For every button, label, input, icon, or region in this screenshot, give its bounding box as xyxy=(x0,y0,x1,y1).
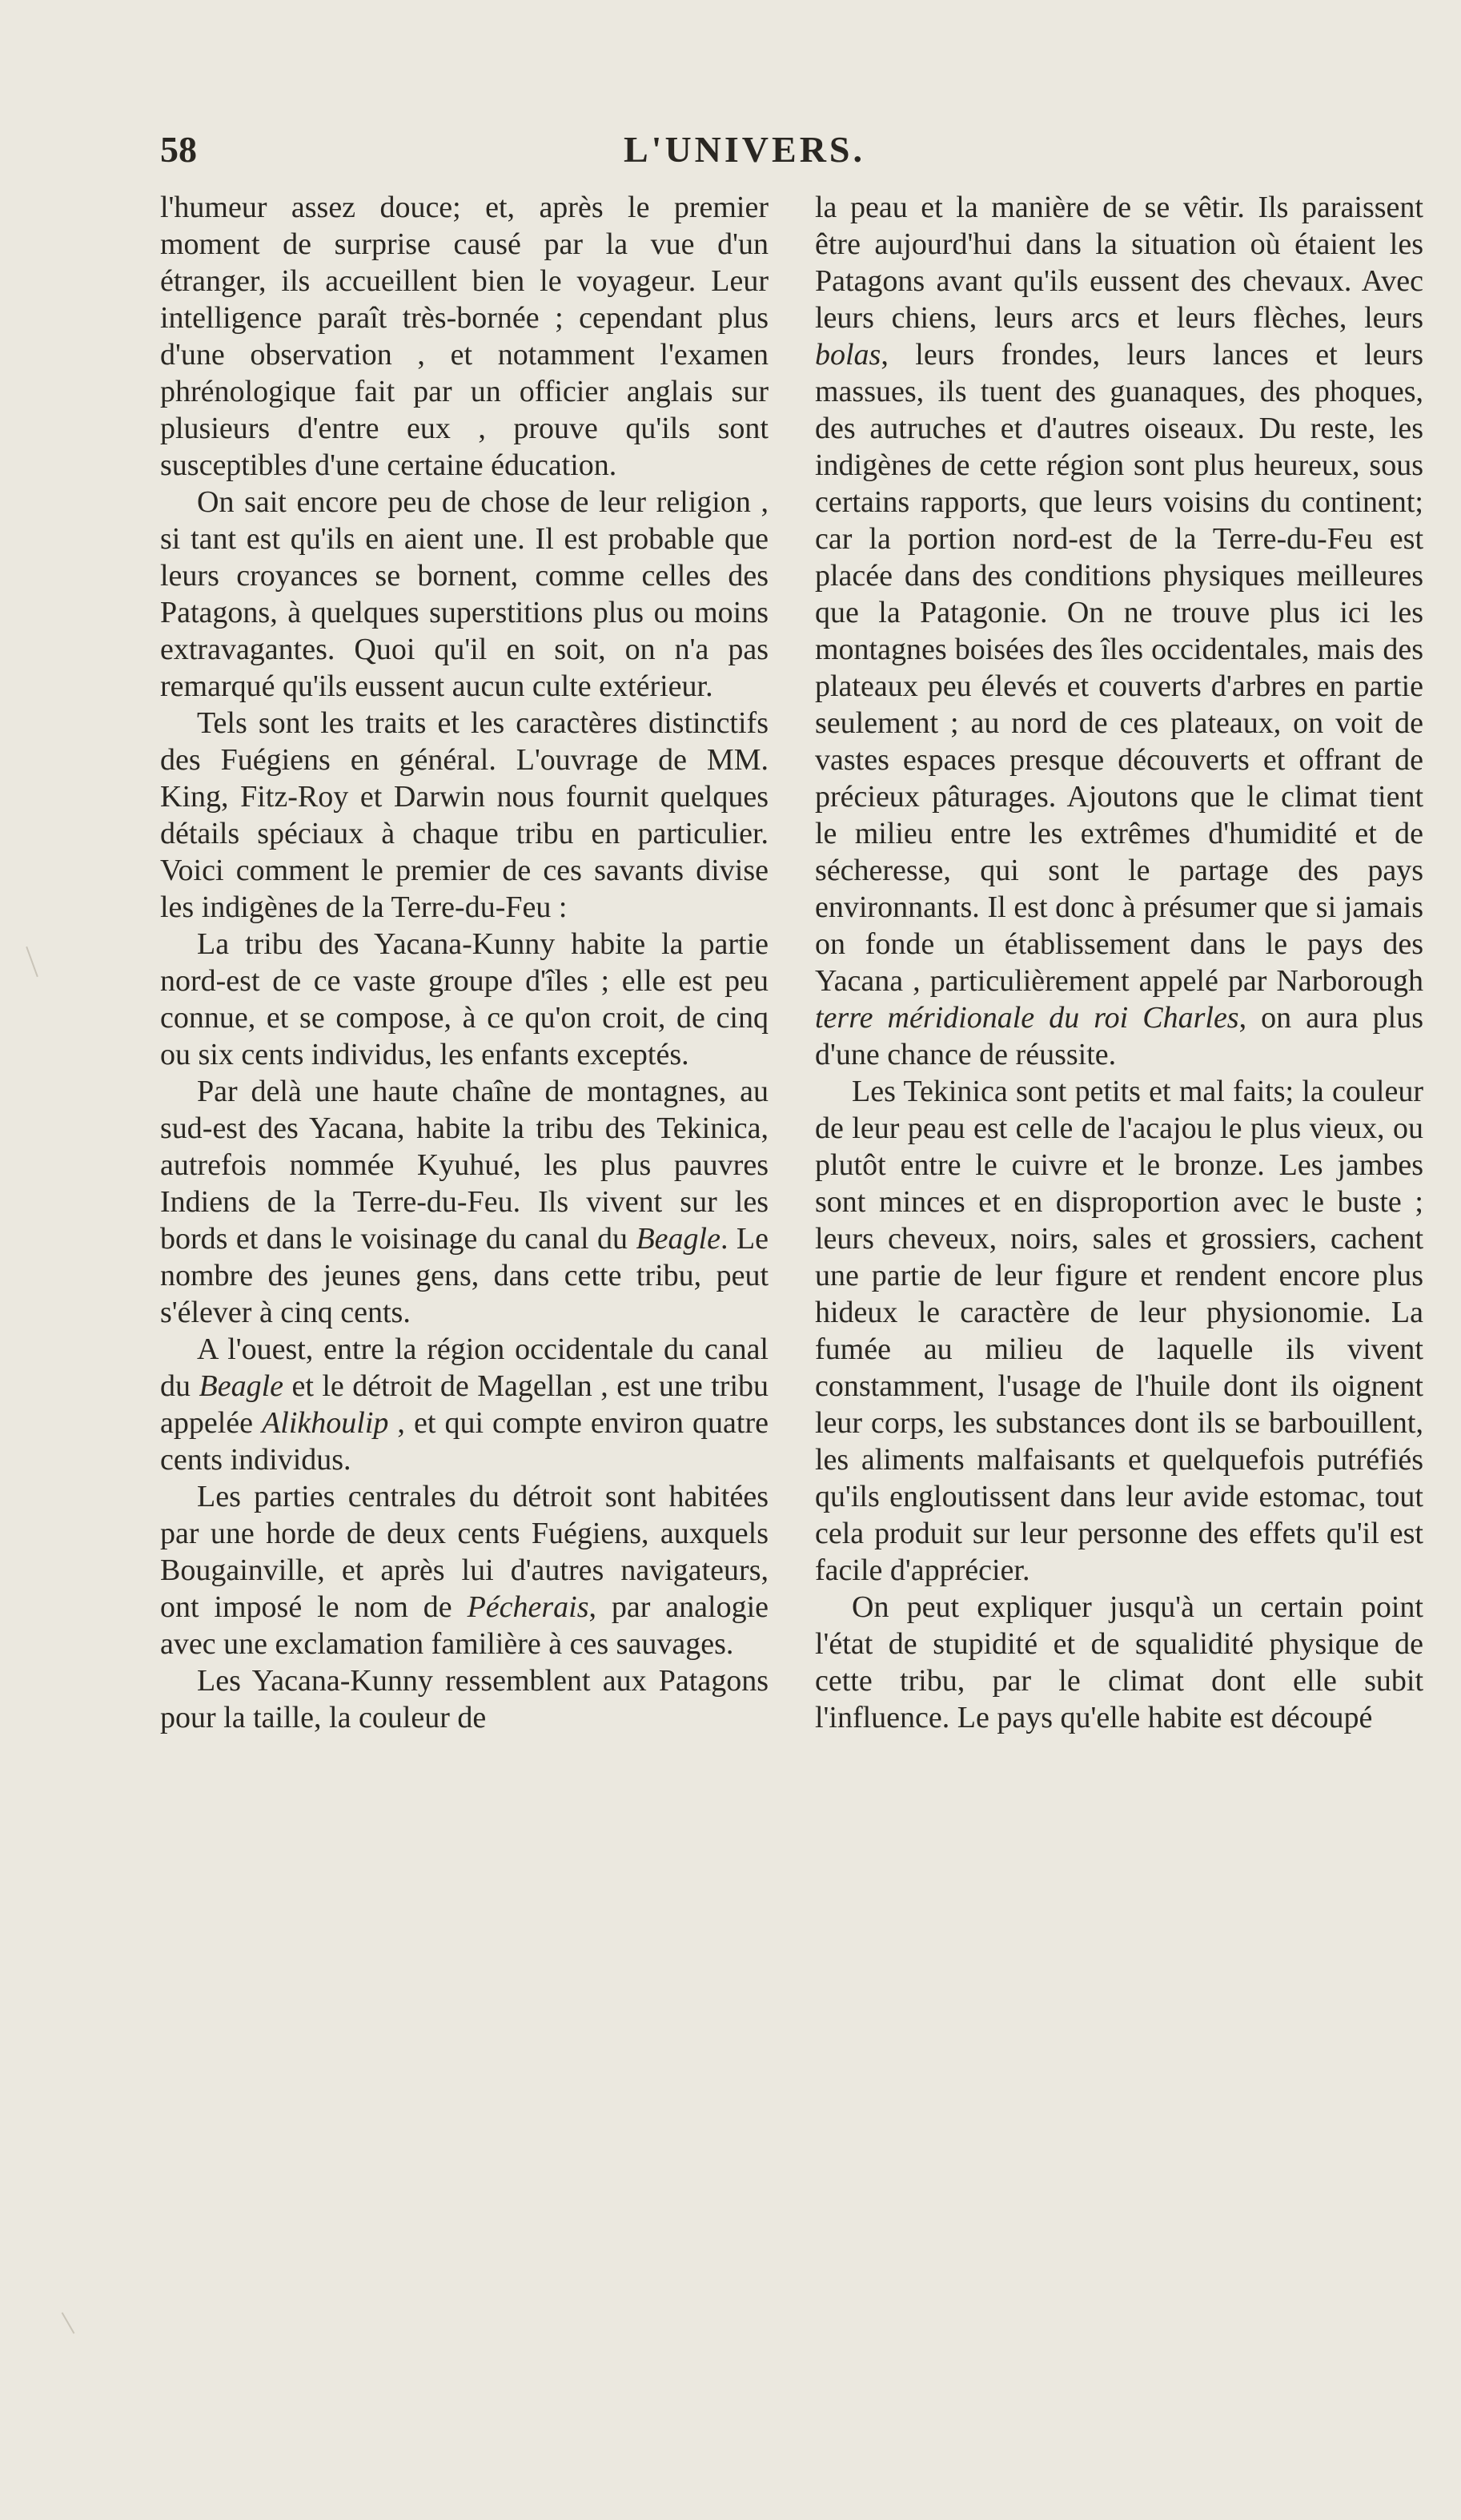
paper-scratch xyxy=(62,2313,75,2334)
text-run: Les Yacana-Kunny ressemblent aux Patagons pour la taille, la couleur de xyxy=(160,1664,769,1734)
text-run: On peut expliquer jusqu'à un certain point l'état de stupidité et de squalidité physique de cette tribu, par le climat dont elle subit l'influence. Le pays qu'elle habite est découpé xyxy=(815,1590,1423,1734)
italic-text: bolas xyxy=(815,338,881,372)
paragraph xyxy=(160,1662,769,1736)
paper-scratch xyxy=(26,947,38,977)
text-run: A l'ouest, entre la région occidentale du canal du xyxy=(160,1332,769,1403)
text-run: On sait encore peu de chose de leur religion , si tant est qu'ils en aient une. Il est probable que leurs croyances se bornent, comme celles des Patagons, à quelques superstitions plus ou moins extravagantes. Quoi qu'il en soit, on n'a pas remarqué qu'ils eussent aucun culte extérieur. xyxy=(160,485,769,703)
text-run: l'humeur assez douce; et, après le premier moment de surprise causé par la vue d'un étranger, ils accueillent bien le voyageur. Leur intelligence paraît très-bornée ; cependant plus d'une observation , et notamment l'examen phrénologique fait par un officier anglais sur plusieurs d'entre eux , prouve qu'ils sont susceptibles d'une certaine éducation. xyxy=(160,191,769,482)
running-title: L'UNIVERS. xyxy=(623,129,865,170)
page-number: 58 xyxy=(160,129,197,170)
text-run: , on aura plus d'une chance de réussite. xyxy=(815,1001,1424,1071)
text-run: , et qui compte environ quatre cents individus. xyxy=(160,1406,769,1477)
italic-text: Alikhoulip xyxy=(262,1406,389,1440)
paragraph xyxy=(815,189,1423,1073)
text-run: , leurs frondes, leurs lances et leurs massues, ils tuent des guanaques, des phoques, des autruches et d'autres oiseaux. Du reste, les indigènes de cette région sont plus heureux, sous certains rapports, que leurs voisins du continent; car la portion nord-est de la Terre-du-Feu est placée dans des conditions physiques meilleures que la Patagonie. On ne trouve plus ici les montagnes boisées des îles occidentales, mais des plateaux peu élevés et couverts d'arbres en partie seulement ; au nord de ces plateaux, on voit de vastes espaces presque découverts et offrant de précieux pâturages. Ajoutons que le climat tient le milieu entre les extrêmes d'humidité et de sécheresse, qui sont le partage des pays environnants. Il est donc à présumer que si jamais on fonde un établissement dans le pays des Yacana , particulièrement appelé par Narborough xyxy=(815,338,1423,998)
paragraph xyxy=(815,1589,1423,1736)
text-run: . Le nombre des jeunes gens, dans cette tribu, peut s'élever à cinq cents. xyxy=(160,1222,769,1329)
left-column xyxy=(160,189,769,1736)
italic-text: terre méridionale du roi Charles xyxy=(815,1001,1239,1035)
right-column xyxy=(815,189,1423,1736)
text-run: Les Tekinica sont petits et mal faits; la couleur de leur peau est celle de l'acajou le plus vieux, ou plutôt entre le cuivre et le bronze. Les jambes sont minces et en disproportion avec le buste ; leurs cheveux, noirs, sales et grossiers, cachent une partie de leur figure et rendent encore plus hideux le caractère de leur physionomie. La fumée au milieu de laquelle ils vivent constamment, l'usage de l'huile dont ils oignent leur corps, les substances dont ils se barbouillent, les aliments malfaisants et quelquefois putréfiés qu'ils engloutissent dans leur avide estomac, tout cela produit sur leur personne des effets qu'il est facile d'apprécier. xyxy=(815,1075,1423,1587)
text-run: et le détroit de Magellan , est une tribu appelée xyxy=(160,1369,769,1440)
italic-text: Beagle xyxy=(636,1222,720,1256)
paragraph xyxy=(160,1331,769,1478)
text-run: La tribu des Yacana-Kunny habite la partie nord-est de ce vaste groupe d'îles ; elle est peu connue, et se compose, à ce qu'on croit, de cinq ou six cents individus, les enfants exceptés. xyxy=(160,927,769,1071)
italic-text: Beagle xyxy=(199,1369,283,1403)
paragraph xyxy=(160,1478,769,1662)
paragraph xyxy=(160,484,769,705)
paragraph xyxy=(160,1073,769,1331)
text-run: la peau et la manière de se vêtir. Ils paraissent être aujourd'hui dans la situation où étaient les Patagons avant qu'ils eussent des chevaux. Avec leurs chiens, leurs arcs et leurs flèches, leurs xyxy=(815,191,1423,335)
text-run: Les parties centrales du détroit sont habitées par une horde de deux cents Fuégiens, auxquels Bougainville, et après lui d'autres navigateurs, ont imposé le nom de xyxy=(160,1480,769,1624)
paragraph xyxy=(815,1073,1423,1589)
paragraph xyxy=(160,926,769,1073)
page-header xyxy=(160,128,1329,176)
paragraph xyxy=(160,705,769,926)
text-run: Par delà une haute chaîne de montagnes, au sud-est des Yacana, habite la tribu des Tekinica, autrefois nommée Kyuhué, les plus pauvres Indiens de la Terre-du-Feu. Ils vivent sur les bords et dans le voisinage du canal du xyxy=(160,1075,769,1256)
text-run: Tels sont les traits et les caractères distinctifs des Fuégiens en général. L'ouvrage de MM. King, Fitz-Roy et Darwin nous fournit quelques détails spéciaux à chaque tribu en particulier. Voici comment le premier de ces savants divise les indigènes de la Terre-du-Feu : xyxy=(160,706,769,924)
italic-text: Pécherais xyxy=(467,1590,589,1624)
text-run: , par analogie avec une exclamation familière à ces sauvages. xyxy=(160,1590,769,1661)
paragraph xyxy=(160,189,769,484)
